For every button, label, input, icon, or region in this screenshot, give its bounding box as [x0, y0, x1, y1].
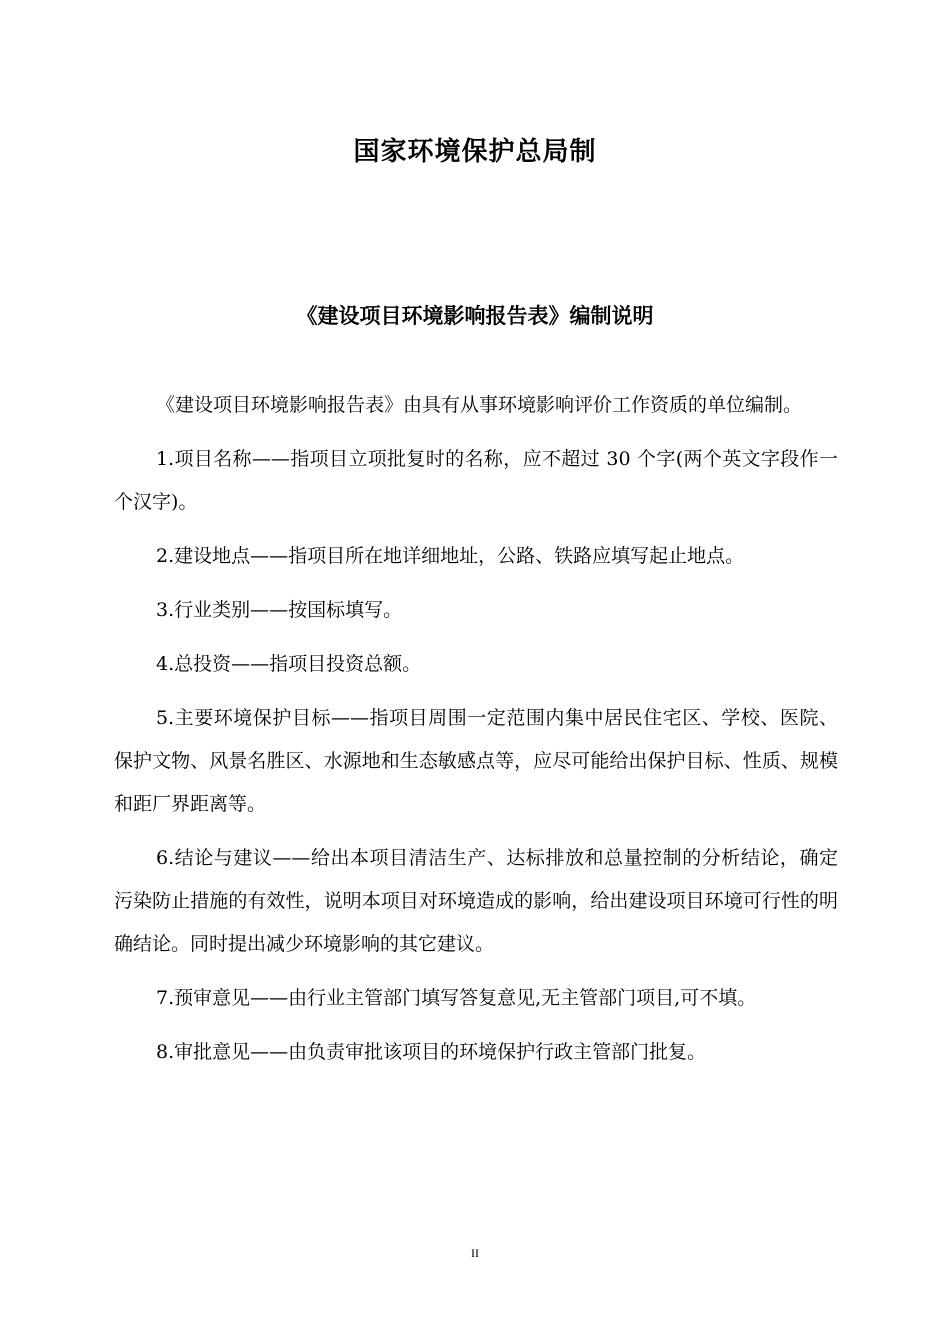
paragraph-item-5: 5.主要环境保护目标——指项目周围一定范围内集中居民住宅区、学校、医院、保护文物、风景名胜区、水源地和生态敏感点等，应尽可能给出保护目标、性质、规模和距厂界距离等。 — [114, 707, 838, 815]
paragraph-item-4: 4.总投资——指项目投资总额。 — [156, 653, 422, 675]
paragraph-intro: 《建设项目环境影响报告表》由具有从事环境影响评价工作资质的单位编制。 — [156, 394, 803, 416]
document-title: 《建设项目环境影响报告表》编制说明 — [296, 304, 654, 328]
paragraph-item-6: 6.结论与建议——给出本项目清洁生产、达标排放和总量控制的分析结论，确定污染防止措施的有效性，说明本项目对环境造成的影响，给出建设项目环境可行性的明确结论。同时提出减少环境影响的其它建议。 — [114, 847, 838, 955]
paragraph-item-2: 2.建设地点——指项目所在地详细地址，公路、铁路应填写起止地点。 — [156, 545, 745, 567]
paragraph-item-7: 7.预审意见——由行业主管部门填写答复意见,无主管部门项目,可不填。 — [156, 987, 757, 1009]
paragraph-item-8: 8.审批意见——由负责审批该项目的环境保护行政主管部门批复。 — [156, 1041, 707, 1063]
body-text — [114, 384, 838, 1085]
issuer-heading: 国家环境保护总局制 — [353, 137, 597, 167]
page-number: II — [471, 1246, 479, 1260]
paragraph-item-1: 1.项目名称——指项目立项批复时的名称，应不超过 30 个字(两个英文字段作一个汉字)。 — [114, 448, 838, 513]
paragraph-item-3: 3.行业类别——按国标填写。 — [156, 599, 403, 621]
